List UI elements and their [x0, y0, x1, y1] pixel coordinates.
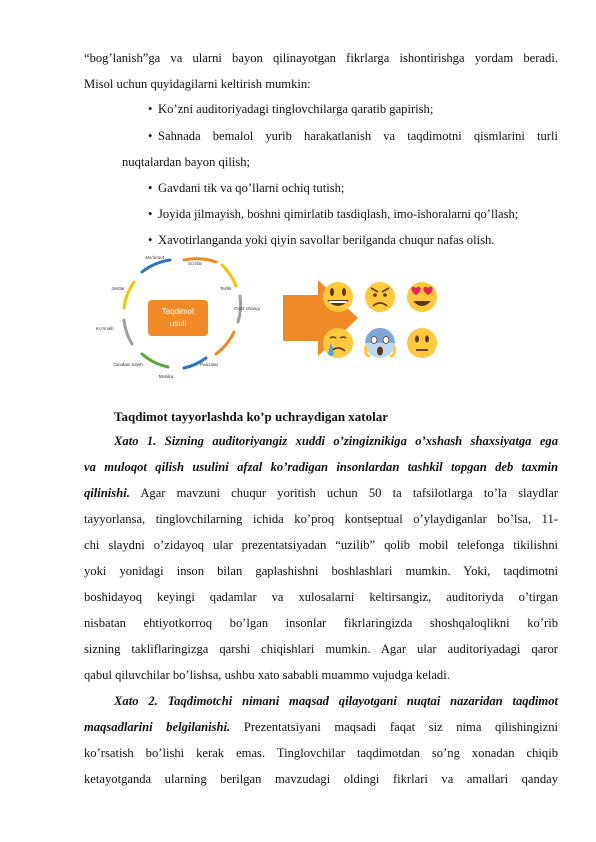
- cycle-arc: [216, 332, 234, 354]
- cycle-arc: [124, 282, 134, 308]
- cycle-arc: [124, 320, 132, 344]
- cycle-arc: [142, 260, 170, 272]
- cycle-arc: [142, 354, 168, 367]
- diagram-label: Ko’rinish: [96, 326, 114, 331]
- paragraph-text: Agar mavzuni chuqur yoritish uchun 50 ta tafsilotlarga to’la slaydlar: [129, 486, 558, 500]
- presentation-methods-diagram: [88, 250, 448, 385]
- paragraph-line: nisbatan ehtiyotkorroq bo’lgan insonlar fikrlaringizda shoshqaloqlikni ko’rib: [84, 616, 558, 630]
- list-item: Sahnada bemalol yurib harakatlanish va taqdimotni qismlarini turli: [158, 129, 558, 143]
- paragraph-line: boshidayoq keyingi qadamlar va xulosalarni keltirsangiz, auditoriyda o’tirgan: [84, 590, 558, 604]
- bullet-dot: •: [148, 102, 153, 116]
- diagram-label: So’zlar: [188, 261, 203, 266]
- center-label: usuli: [169, 319, 187, 328]
- angry-face-icon: [365, 282, 395, 312]
- heart-eyes-face-icon: [407, 282, 437, 312]
- paragraph-line: [84, 459, 558, 475]
- bullet-dot: •: [148, 207, 153, 221]
- bullet-dot: •: [148, 233, 153, 247]
- paragraph-text: qilinishi.: [84, 486, 130, 500]
- paragraph-line: qabul qiluvchilar bo’lishsa, ushbu xato sababli muammo vujudga keladi.: [84, 668, 450, 682]
- paragraph-line: ko’rsatish bo’lishi kerak emas. Tinglovchilar taqdimotdan so’ng xonadan chiqib: [84, 746, 558, 760]
- diagram-label: Tezlik: [220, 286, 232, 291]
- crying-face-icon: [323, 328, 353, 358]
- section-heading: Taqdimot tayyorlashda ko’p uchraydigan xatolar: [114, 409, 389, 424]
- list-item: Xavotirlanganda yoki qiyin savollar berilganda chuqur nafas olish.: [158, 233, 495, 247]
- paragraph-line: [84, 719, 558, 735]
- diagram-label: Mimika: [158, 374, 174, 379]
- paragraph-text: Xato 1. Sizning auditoriyangiz xuddi o’zingiznikiga o’xshash shaxsiyatga ega: [114, 434, 558, 448]
- paragraph-text: maqsadlarini belgilanishi.: [84, 720, 231, 734]
- paragraph-line: yoki yonidagi inson bilan gaplashishni boshlashlari mumkin. Yoki, taqdimotni: [84, 564, 558, 578]
- center-box: [148, 300, 208, 336]
- diagram-label: Pauzalar: [200, 362, 219, 367]
- paragraph-line: sizning takliflaringizga qarshi chiqishlari mumkin. Agar ular auditoriyadagi qaror: [84, 642, 558, 656]
- intro-line: “bog’lanish”ga va ularni bayon qilinayotgan fikrlarga ishontirishga yordam beradi.: [84, 51, 558, 65]
- cycle-arc: [222, 265, 236, 286]
- paragraph-line: ketayotganda ularning berilgan mavzudagi oldingi fikrlari va amallari qanday: [84, 772, 558, 786]
- list-item-continuation: nuqtalardan bayon qilish;: [122, 155, 251, 169]
- paragraph-text: Prezentatsiyani maqsadi faqat siz nima qilishingizni: [230, 720, 558, 734]
- intro-line: Misol uchun quyidagilarni keltirish mumkin:: [84, 77, 311, 91]
- diagram-label: Ma’lumot: [145, 255, 164, 260]
- diagram-label: Ovoz ohangi: [234, 306, 260, 311]
- list-item: Joyida jilmayish, boshni qimirlatib tasdiqlash, imo-ishoralarni qo’llash;: [158, 207, 519, 221]
- bullet-dot: •: [148, 181, 153, 195]
- list-item: Gavdani tik va qo’llarni ochiq tutish;: [158, 181, 345, 195]
- diagram-label: Gavdani tutish: [113, 362, 143, 367]
- grinning-face-icon: [323, 282, 353, 312]
- paragraph-line: [114, 433, 558, 449]
- paragraph-line: [114, 693, 558, 709]
- paragraph-line: [84, 485, 558, 501]
- center-label: Taqdimot: [161, 307, 195, 316]
- bullet-dot: •: [148, 129, 153, 143]
- diagram-label: Jestlar: [111, 286, 125, 291]
- screaming-face-icon: [365, 328, 395, 358]
- paragraph-line: tayyorlansa, tinglovchilarning ichida ko’proq kontseptual o’ylaydiganlar bo’lsa, 11-: [84, 512, 558, 526]
- paragraph-text: va muloqot qilish usulini afzal ko’radigan insonlardan tashkil topgan deb taxmin: [84, 460, 558, 474]
- paragraph-line: chi slaydni o’zidayoq ular prezentatsiyadan “uzilib” qolib mobil telefonga tikilishni: [84, 538, 558, 552]
- neutral-face-icon: [407, 328, 437, 358]
- paragraph-text: Xato 2. Taqdimotchi nimani maqsad qilayotgani nuqtai nazaridan taqdimot: [114, 694, 558, 708]
- list-item: Ko’zni auditoriyadagi tinglovchilarga qaratib gapirish;: [158, 102, 434, 116]
